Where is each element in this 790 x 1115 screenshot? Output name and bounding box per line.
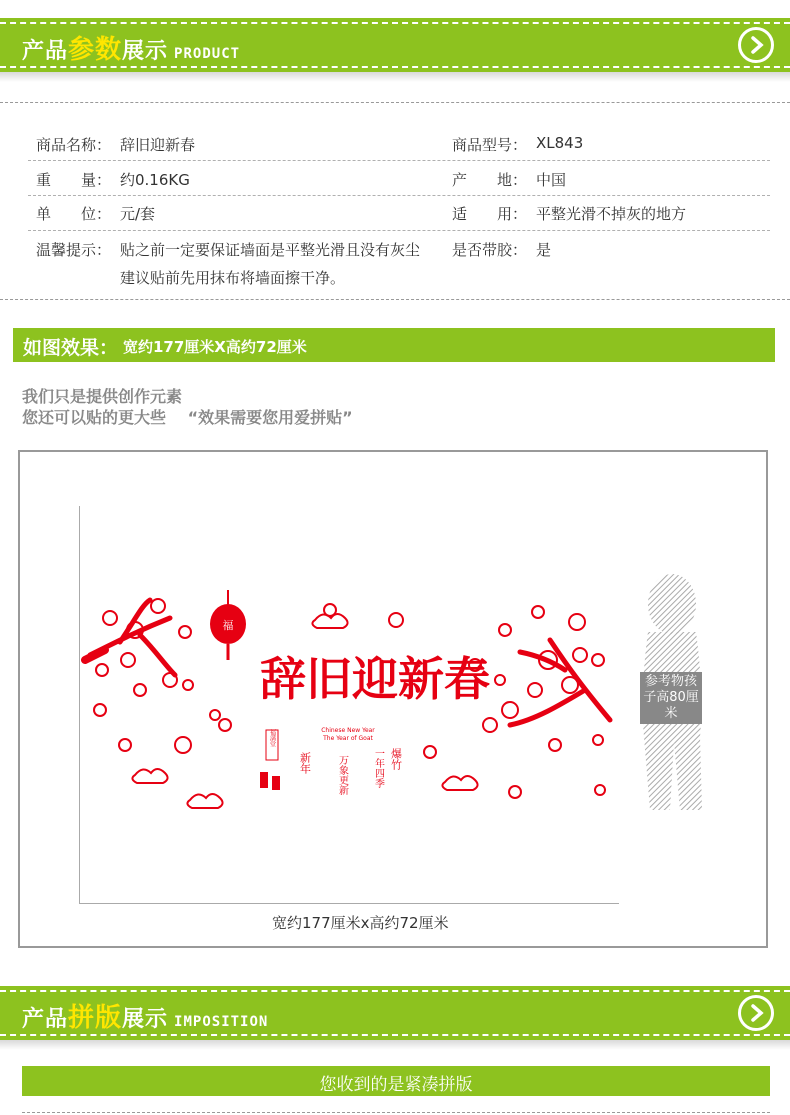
banner-shadow	[0, 72, 790, 82]
banner-title: 产品拼版展示 IMPOSITION	[22, 1003, 269, 1033]
row-divider	[28, 160, 770, 161]
size-caption: 宽约177厘米x高约72厘米	[272, 914, 449, 932]
banner-title: 产品参数展示 PRODUCT	[22, 35, 241, 65]
note-line-1: 我们只是提供创作元素	[22, 387, 183, 406]
divider	[0, 102, 790, 103]
product-params-banner	[0, 18, 790, 72]
svg-text:新年: 新年	[298, 752, 312, 774]
kid-reference-label: 参考物孩子高80厘米	[640, 672, 702, 724]
svg-text:万象更新: 万象更新	[336, 755, 348, 795]
banner-dashed-line	[0, 22, 790, 24]
main-calligraphy-text: 辞旧迎新春	[260, 652, 490, 706]
svg-text:福满堂: 福满堂	[268, 729, 276, 747]
arrow-right-icon[interactable]	[738, 995, 774, 1031]
banner-dashed-line	[0, 1034, 790, 1036]
imposition-banner	[0, 986, 790, 1040]
arrow-right-icon[interactable]	[738, 27, 774, 63]
banner-dashed-line	[0, 66, 790, 68]
svg-text:一年四季: 一年四季	[372, 748, 384, 788]
note-line-2: 您还可以贴的更大些 “效果需要您用爱拼贴”	[22, 408, 353, 427]
svg-text:福: 福	[222, 619, 234, 632]
svg-text:The Year of Goat: The Year of Goat	[323, 735, 373, 742]
divider	[0, 299, 790, 300]
row-divider	[28, 195, 770, 196]
svg-text:Chinese New Year: Chinese New Year	[321, 727, 375, 734]
axis-line	[79, 903, 619, 904]
banner-dashed-line	[0, 990, 790, 992]
effect-bar: 如图效果： 宽约177厘米X高约72厘米	[13, 328, 775, 362]
divider	[22, 1112, 770, 1113]
wall-sticker-artwork	[80, 560, 640, 810]
row-divider	[28, 230, 770, 231]
svg-text:爆竹: 爆竹	[389, 748, 403, 770]
receive-bar: 您收到的是紧凑拼版	[22, 1066, 770, 1096]
banner-shadow	[0, 1040, 790, 1050]
